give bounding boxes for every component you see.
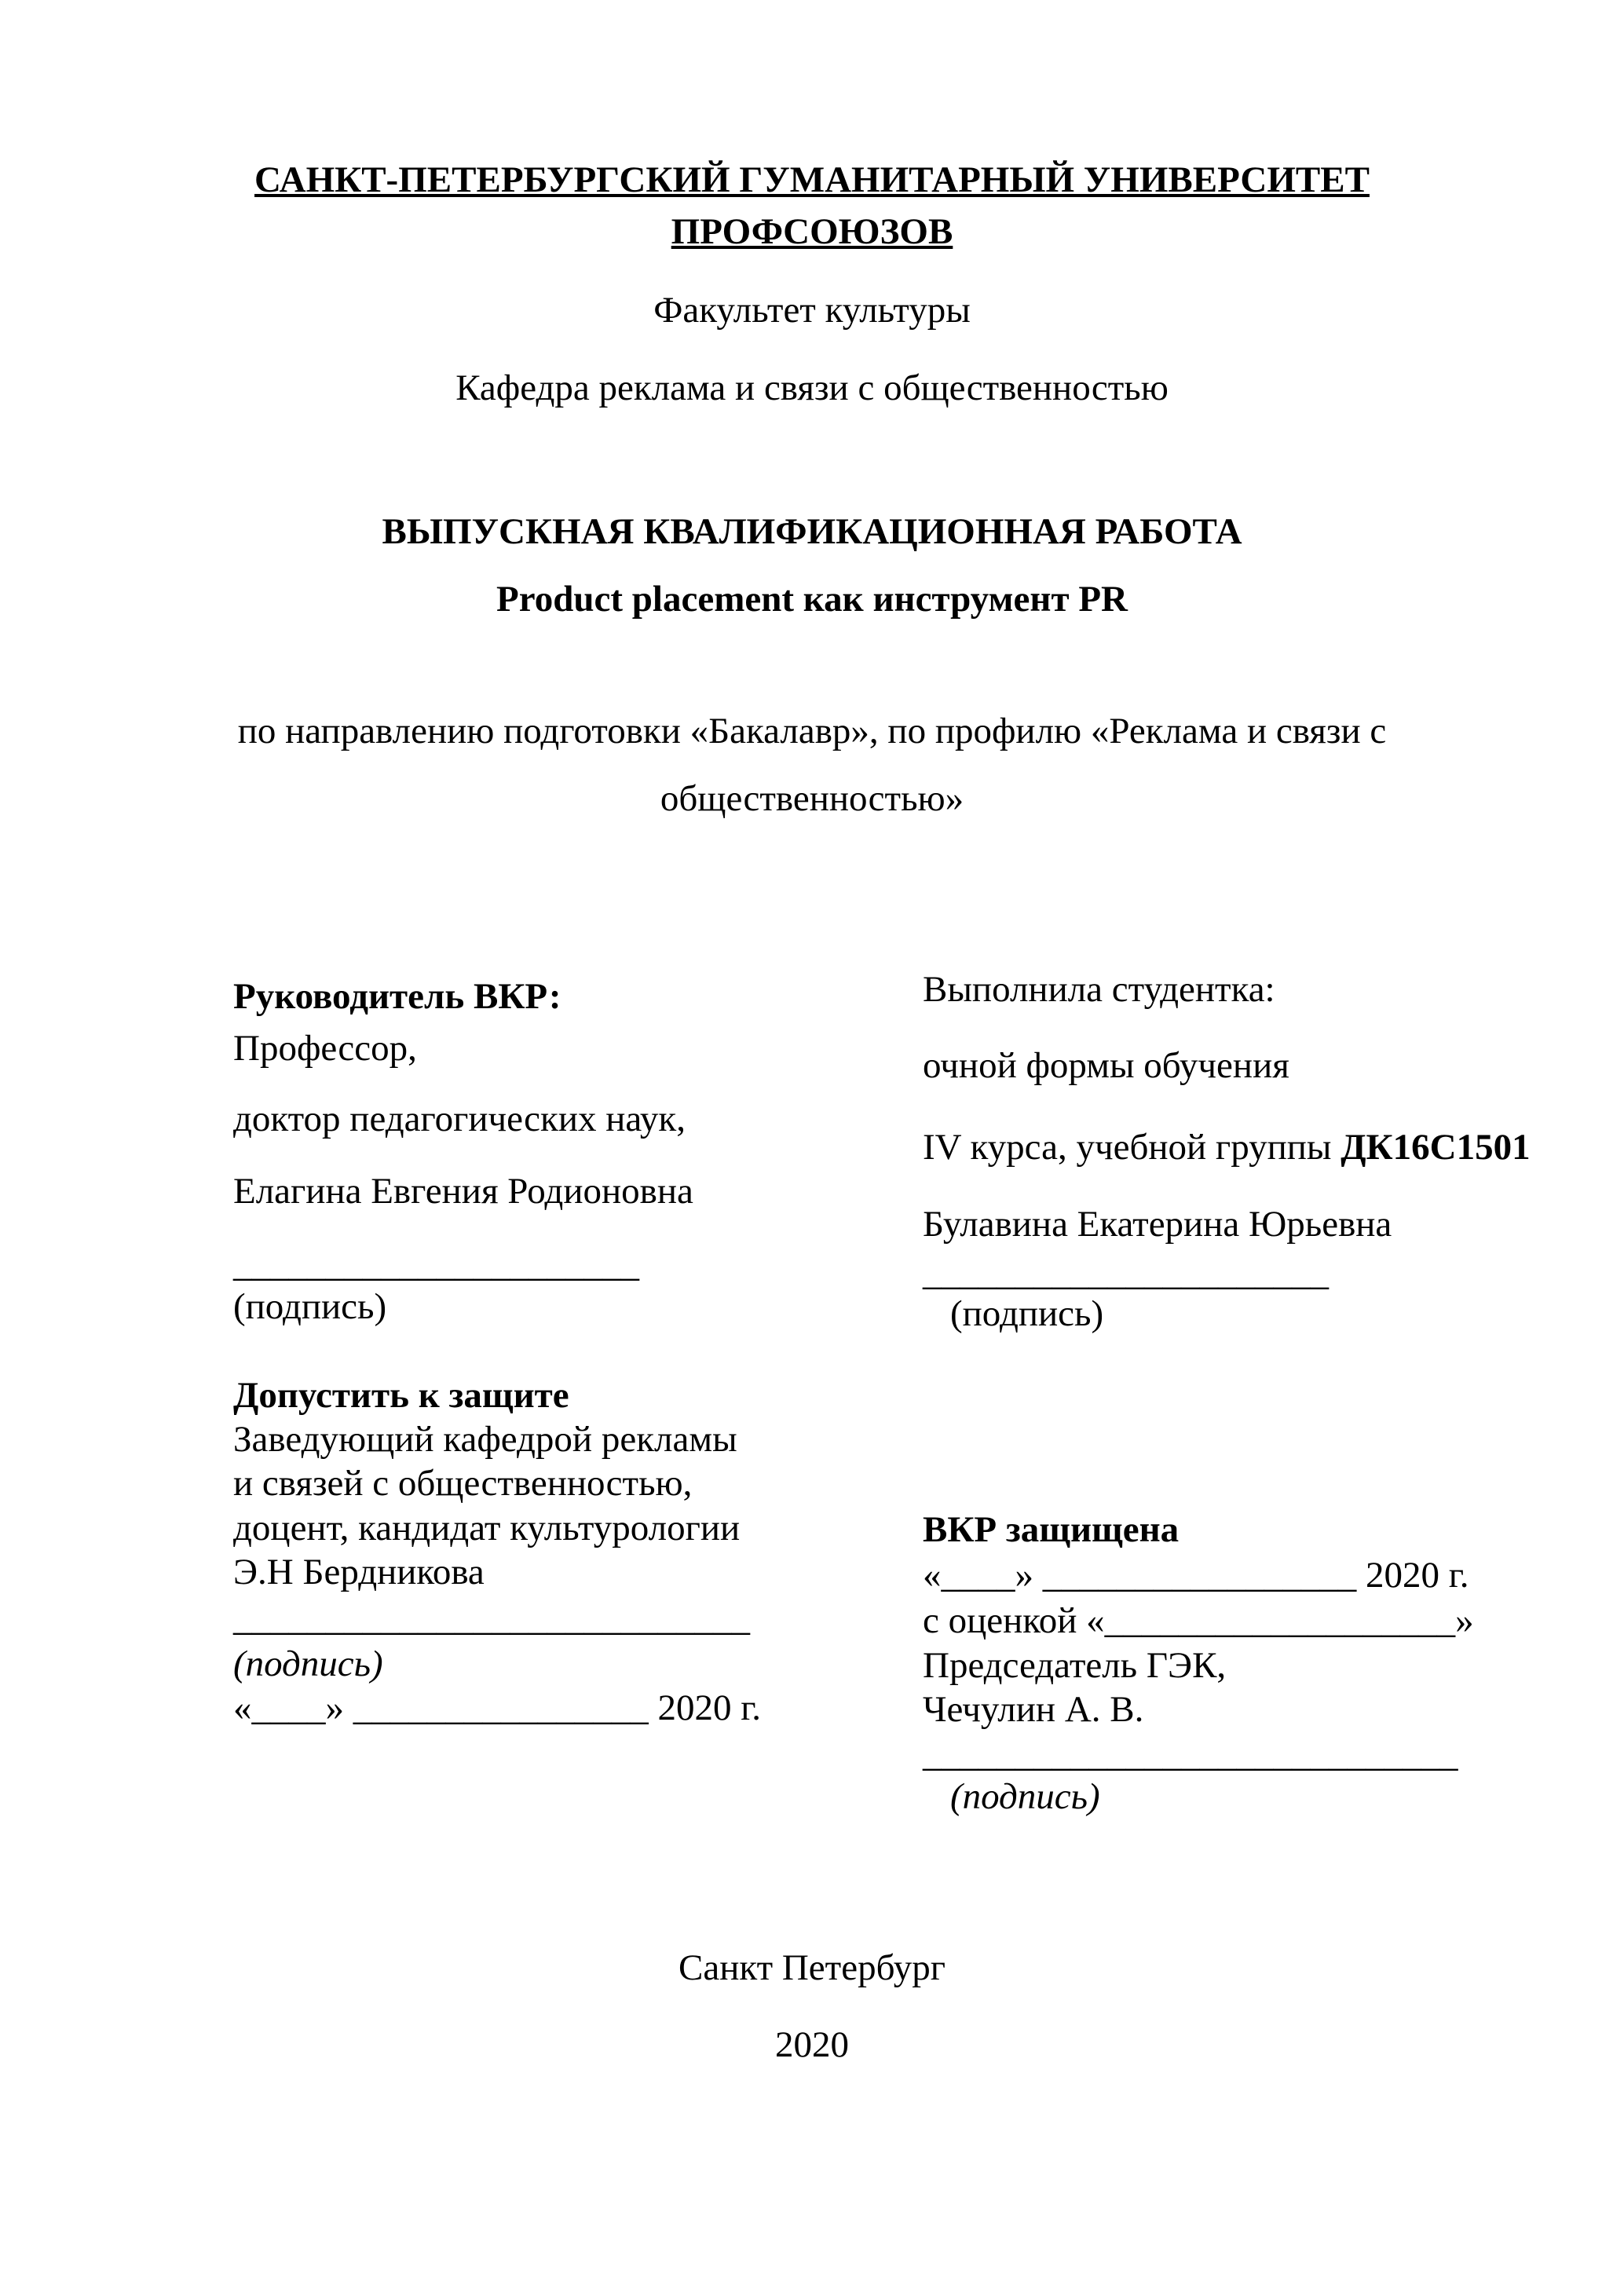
defense-signature-line: _____________________________ — [923, 1734, 1458, 1775]
direction-line1: по направлению подготовки «Бакалавр», по профилю «Реклама и связи с — [237, 711, 1387, 751]
defense-signature-label: (подпись) — [950, 1776, 1100, 1817]
city: Санкт Петербург — [678, 1947, 946, 1988]
student-form: очной формы обучения — [923, 1045, 1289, 1086]
student-course — [923, 1125, 1531, 1169]
defense-chair-name: Чечулин А. В. — [923, 1689, 1144, 1730]
faculty: Факультет культуры — [653, 290, 971, 331]
defense-heading: ВКР защищена — [923, 1509, 1180, 1550]
university-name-line2: ПРОФСОЮЗОВ — [671, 211, 953, 252]
defense-chair-title: Председатель ГЭК, — [923, 1645, 1227, 1686]
student-name: Булавина Екатерина Юрьевна — [923, 1204, 1392, 1245]
admission-signature-label: (подпись) — [233, 1643, 383, 1684]
student-course-prefix: IV курса, учебной группы — [923, 1127, 1341, 1168]
department: Кафедра реклама и связи с общественностью — [455, 367, 1169, 408]
student-group: ДК16С1501 — [1341, 1127, 1531, 1168]
year: 2020 — [775, 2024, 849, 2065]
admission-heading: Допустить к защите — [233, 1375, 569, 1416]
admission-signature-line: ____________________________ — [233, 1598, 750, 1639]
student-signature-label: (подпись) — [950, 1293, 1104, 1334]
student-signature-line: ______________________ — [923, 1252, 1329, 1293]
work-type: ВЫПУСКНАЯ КВАЛИФИКАЦИОННАЯ РАБОТА — [382, 511, 1242, 552]
defense-grade: с оценкой «___________________» — [923, 1600, 1474, 1641]
admission-line1: Заведующий кафедрой рекламы — [233, 1419, 737, 1460]
supervisor-heading: Руководитель ВКР: — [233, 976, 561, 1017]
direction-line2: общественностью» — [660, 778, 964, 819]
admission-line2: и связей с общественностью, — [233, 1463, 693, 1504]
student-heading: Выполнила студентка: — [923, 969, 1275, 1010]
supervisor-position: Профессор, — [233, 1028, 417, 1069]
admission-name: Э.Н Бердникова — [233, 1552, 485, 1592]
university-name-line1: САНКТ-ПЕТЕРБУРГСКИЙ ГУМАНИТАРНЫЙ УНИВЕРСИТЕТ — [254, 159, 1370, 200]
supervisor-degree: доктор педагогических наук, — [233, 1099, 686, 1139]
admission-line3: доцент, кандидат культурологии — [233, 1508, 741, 1548]
supervisor-signature-label: (подпись) — [233, 1286, 387, 1327]
supervisor-signature-line: ______________________ — [233, 1244, 639, 1285]
work-title: Product placement как инструмент PR — [496, 579, 1128, 620]
supervisor-name: Елагина Евгения Родионовна — [233, 1171, 693, 1212]
admission-date: «____» ________________ 2020 г. — [233, 1687, 761, 1728]
defense-date: «____» _________________ 2020 г. — [923, 1555, 1469, 1596]
